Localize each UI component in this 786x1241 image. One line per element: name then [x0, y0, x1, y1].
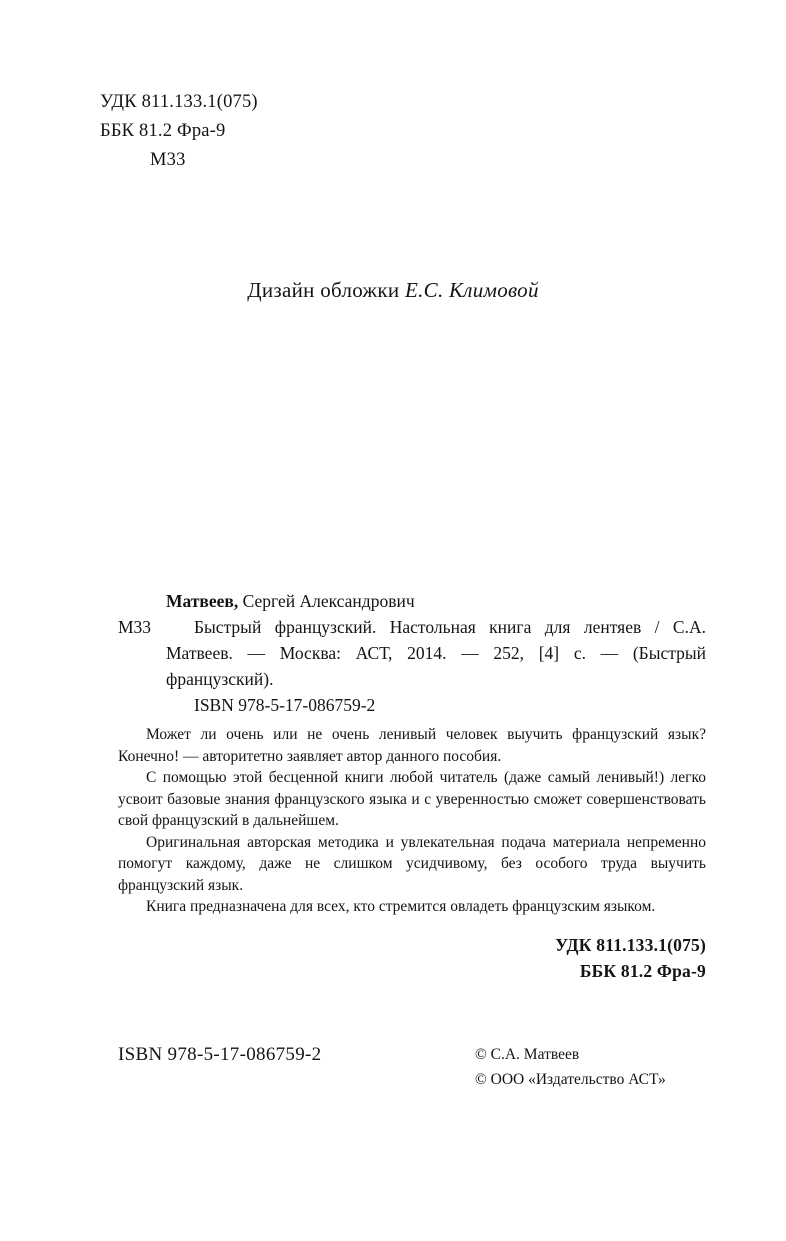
catalog-column	[118, 588, 706, 984]
annotation-block	[118, 724, 706, 918]
design-credit	[0, 278, 786, 303]
author-line	[166, 588, 706, 614]
isbn-entry: ISBN 978-5-17-086759-2	[194, 695, 376, 715]
bottom-classification-codes	[118, 932, 706, 984]
udk-code-bottom: УДК 811.133.1(075)	[555, 934, 706, 955]
annotation-paragraph: С помощью этой бесценной книги любой читатель (даже самый ленивый!) легко усвоит базовые знания французского языка и с уверенностью сможет совершенствовать свой французский в дальнейшем.	[118, 769, 706, 829]
annotation-paragraph: Книга предназначена для всех, кто стремится овладеть французским языком.	[146, 898, 656, 915]
author-surname: Матвеев,	[166, 591, 239, 611]
bibliographic-entry: Быстрый французский. Настольная книга для лентяев / С.А. Матвеев. — Москва: АСТ, 2014. — 252, [4] с. — (Быстрый французский).	[166, 617, 706, 689]
top-classification-codes	[100, 88, 258, 175]
copyright-block	[475, 1042, 666, 1092]
design-credit-label: Дизайн обложки	[247, 278, 405, 302]
bbk-code-bottom: ББК 81.2 Фра-9	[579, 960, 706, 981]
isbn-bottom: ISBN 978-5-17-086759-2	[118, 1044, 322, 1065]
catalog-code-top: М33	[150, 150, 186, 170]
design-credit-name: Е.С. Климовой	[404, 278, 539, 302]
author-given-names: Сергей Александрович	[238, 591, 415, 611]
bottom-row	[118, 1042, 706, 1088]
annotation-paragraph: Оригинальная авторская методика и увлекательная подача материала непременно помогут каждому, даже не слишком усидчивому, без особого труда выучить французский язык.	[118, 833, 706, 894]
annotation-paragraph: Может ли очень или не очень ленивый человек выучить французский язык? Конечно! — авторитетно заявляет автор данного пособия.	[118, 726, 706, 765]
copyright-publisher: © ООО «Издательство АСТ»	[475, 1071, 666, 1088]
catalog-code-entry: М33	[118, 617, 152, 637]
copyright-author: © С.А. Матвеев	[475, 1046, 580, 1063]
bbk-code-top: ББК 81.2 Фра-9	[100, 121, 226, 141]
udk-code-top: УДК 811.133.1(075)	[100, 92, 258, 112]
bibliographic-row	[118, 614, 706, 692]
